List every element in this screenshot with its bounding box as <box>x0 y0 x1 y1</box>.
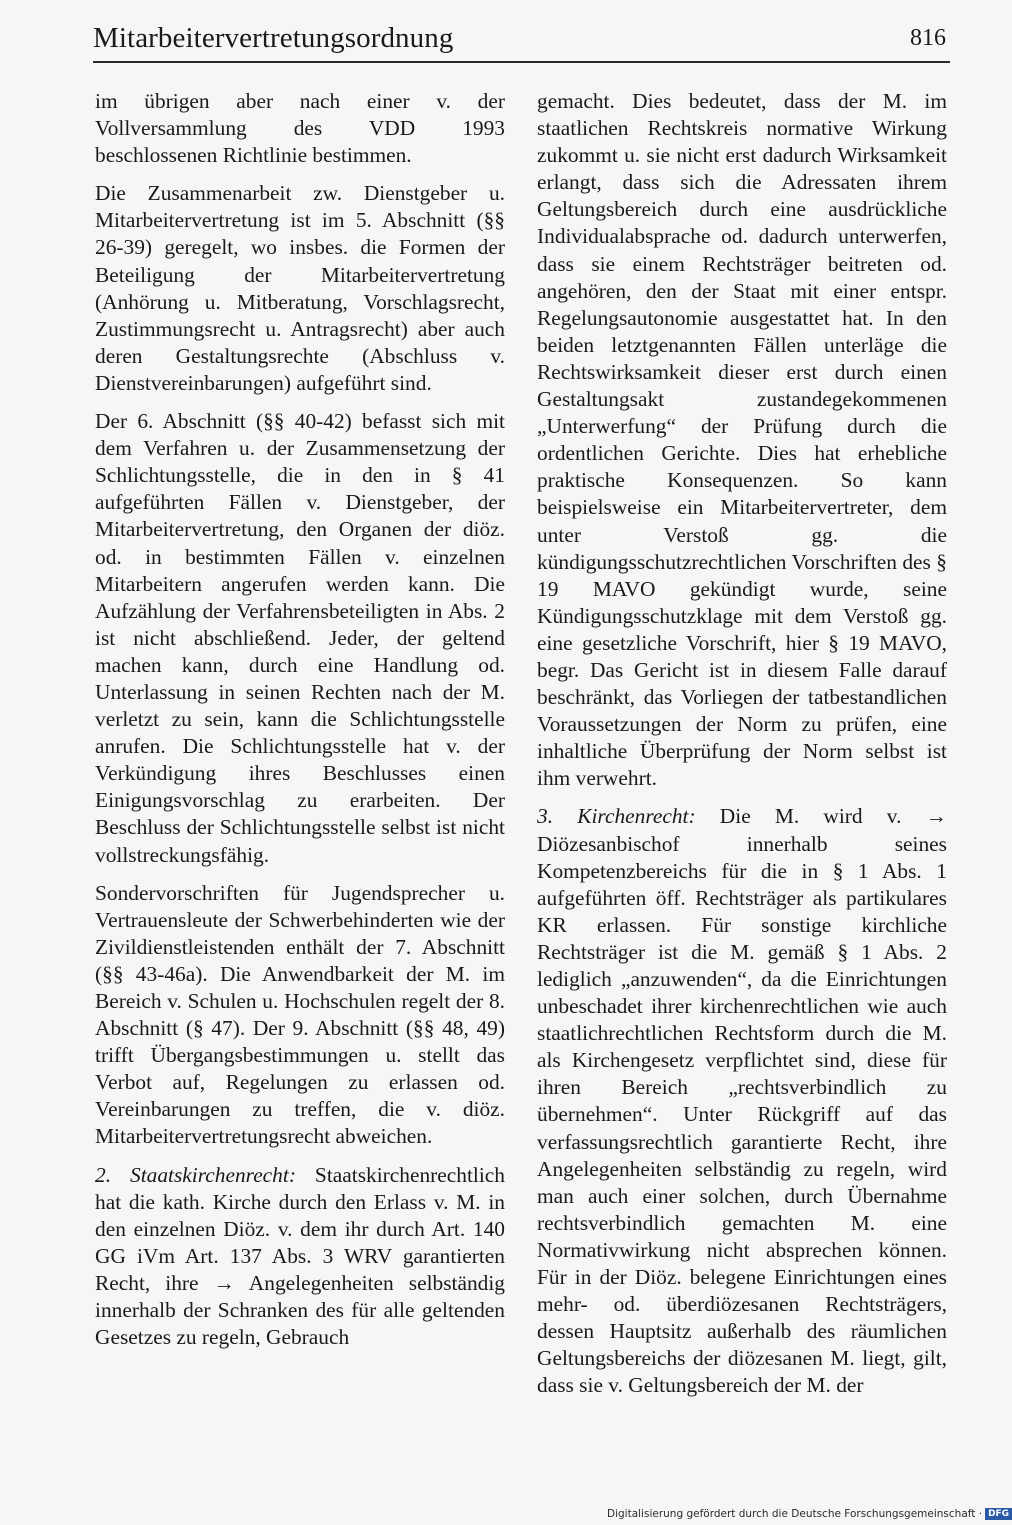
section-paragraph <box>537 803 947 1399</box>
paragraph: Sondervorschriften für Jugendsprecher u. Vertrauensleute der Schwerbehinderten wie der Zivildienstleistenden enthält der 7. Abschnitt (§§ 43-46a). Die Anwendbarkeit der M. im Bereich v. Schulen u. Hochschulen regelt der 8. Abschnitt (§ 47). Der 9. Abschnitt (§§ 48, 49) trifft Übergangsbestimmungen u. stellt das Verbot auf, Regelungen zu erlassen od. Vereinbarungen zu treffen, die v. diöz. Mitarbeitervertretungsrecht abweichen. <box>95 880 505 1149</box>
digitization-footer <box>607 1507 1012 1521</box>
paragraph: Der 6. Abschnitt (§§ 40-42) befasst sich mit dem Verfahren u. der Zusammensetzung der Schlichtungsstelle, die in den in § 41 aufgeführten Fällen v. Dienstgeber, der Mitarbeitervertretung, den Organen der diöz. od. in bestimmten Fällen v. einzelnen Mitarbeitern angerufen werden kann. Die Aufzählung der Verfahrensbeteiligten in Abs. 2 ist nicht abschließend. Jeder, der geltend machen kann, durch eine Handlung od. Unterlassung in seinen Rechten nach der M. verletzt zu sein, kann die Schlichtungsstelle anrufen. Die Schlichtungsstelle hat v. der Verkündigung ihres Beschlusses einen Einigungsvorschlag zu erarbeiten. Der Beschluss der Schlichtungsstelle selbst ist nicht vollstreckungsfähig. <box>95 409 505 867</box>
dfg-logo: DFG <box>985 1508 1012 1520</box>
left-column <box>95 88 505 1351</box>
section-text: Staatskirchenrechtlich hat die kath. Kirche durch den Erlass v. M. in den einzelnen Diöz. v. dem ihr durch Art. 140 GG iVm Art. 137 Abs. 3 WRV garantierten Recht, ihre → Angelegenheiten selbständig innerhalb der Schranken des für alle geltenden Gesetzes zu regeln, Gebrauch <box>95 1162 505 1350</box>
section-paragraph <box>95 1162 505 1352</box>
page-number: 816 <box>910 25 946 51</box>
paragraph: Die Zusammenarbeit zw. Dienstgeber u. Mitarbeitervertretung ist im 5. Abschnitt (§§ 26-39) geregelt, wo insbes. die Formen der Beteiligung der Mitarbeitervertretung (Anhörung u. Mitberatung, Vorschlagsrecht, Zustimmungsrecht u. Antragsrecht) aber auch deren Gestaltungsrechte (Abschluss v. Dienstvereinbarungen) aufgeführt sind. <box>95 181 505 395</box>
running-title: Mitarbeitervertretungsordnung <box>93 22 454 54</box>
header-rule <box>93 61 950 63</box>
right-column <box>537 88 947 1400</box>
footer-text: Digitalisierung gefördert durch die Deutsche Forschungsgemeinschaft · <box>607 1508 983 1520</box>
paragraph: im übrigen aber nach einer v. der Vollversammlung des VDD 1993 beschlossenen Richtlinie bestimmen. <box>95 89 505 168</box>
section-heading: 2. Staatskirchenrecht: <box>95 1162 296 1187</box>
running-head <box>93 18 950 60</box>
paragraph: gemacht. Dies bedeutet, dass der M. im staatlichen Rechtskreis normative Wirkung zukommt u. sie nicht erst dadurch Wirksamkeit erlangt, dass sich die Adressaten ihrem Geltungsbereich durch eine ausdrückliche Individualabsprache od. dadurch unterwerfen, dass sie einem Rechtsträger beitreten od. angehören, den der Staat mit einer entspr. Regelungsautonomie ausgestattet hat. In den beiden letztgenannten Fällen unterläge die Rechtswirksamkeit dieser erst durch einen Gestaltungsakt zustandegekommenen „Unterwerfung“ der Prüfung durch die ordentlichen Gerichte. Dies hat erhebliche praktische Konsequenzen. So kann beispielsweise ein Mitarbeitervertreter, dem unter Verstoß gg. die kündigungsschutzrechtlichen Vorschriften des § 19 MAVO gekündigt wurde, seine Kündigungsschutzklage mit dem Verstoß gg. eine gesetzliche Vorschrift, hier § 19 MAVO, begr. Das Gericht ist in diesem Falle darauf beschränkt, das Vorliegen der tatbestandlichen Voraussetzungen der Norm zu prüfen, eine inhaltliche Überprüfung der Norm selbst ist ihm verwehrt. <box>537 89 947 791</box>
section-heading: 3. Kirchenrecht: <box>537 804 696 829</box>
section-text: Die M. wird v. → Diözesanbischof innerhalb seines Kompetenzbereichs für die in § 1 Abs. 1 aufgeführten öff. Rechtsträger als partikulares KR erlassen. Für sonstige kirchliche Rechtsträger ist die M. gemäß § 1 Abs. 2 lediglich „anzuwenden“, da die Einrichtungen unbeschadet ihrer kirchenrechtlichen wie auch staatlichrechtlichen Rechtsform durch die M. als Kirchengesetz verpflichtet sind, diese für ihren Bereich „rechtsverbindlich zu übernehmen“. Unter Rückgriff auf das verfassungsrechtlich garantierte Recht, ihre Angelegenheiten selbständig zu regeln, wird man auch einer solchen, durch Übernahme rechtsverbindlich gemachten M. eine Normativwirkung nicht absprechen können. Für in der Diöz. belegene Einrichtungen eines mehr- od. überdiözesanen Rechtsträgers, dessen Hauptsitz außerhalb des räumlichen Geltungsbereichs der diözesanen M. liegt, gilt, dass sie v. Geltungsbereich der M. der <box>537 804 947 1398</box>
